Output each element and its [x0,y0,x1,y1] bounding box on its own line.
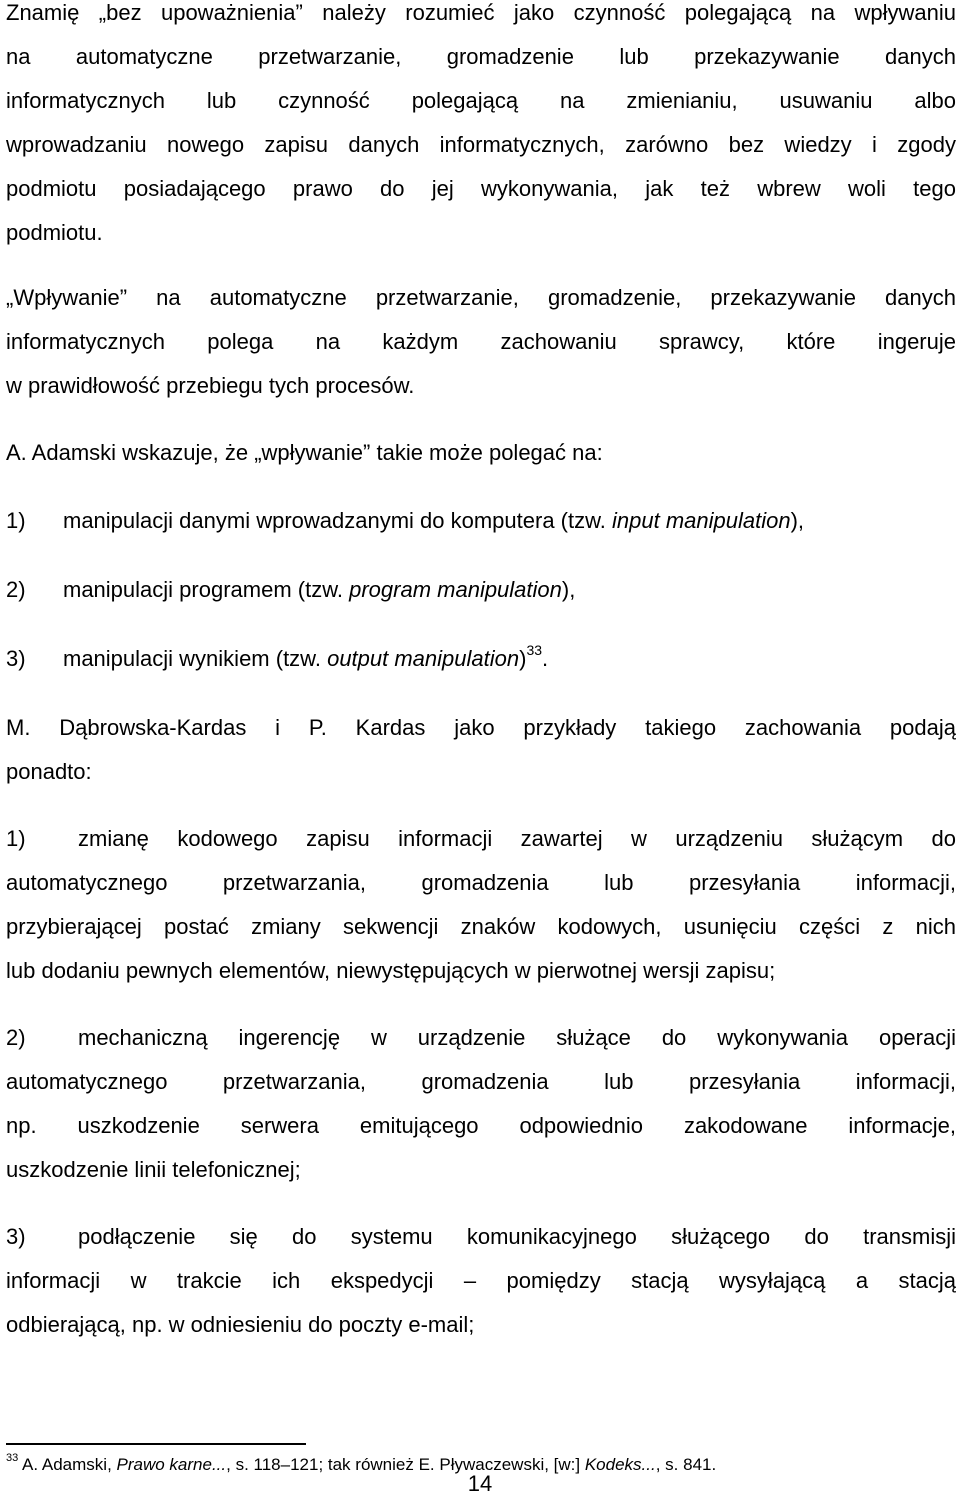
item-text: zmianę kodowego zapisu informacji zawartej w urządzeniu służącym do [78,826,956,851]
list-number: 3) [6,646,26,671]
paragraph-line: informatycznych polega na każdym zachowaniu sprawcy, które ingeruje [6,329,956,354]
italic-term: program manipulation [349,577,562,602]
italic-term: input manipulation [612,508,791,533]
footnote-text: , s. 118–121; tak również E. Pływaczewski, [w:] [226,1455,585,1474]
item-text: podłączenie się do systemu komunikacyjnego służącego do transmisji [78,1224,956,1249]
numbered-item-line: np. uszkodzenie serwera emitującego odpowiednio zakodowane informacje, [6,1113,956,1138]
numbered-item-line: uszkodzenie linii telefonicznej; [6,1157,301,1182]
item-text: mechaniczną ingerencję w urządzenie służące do wykonywania operacji [78,1025,956,1050]
list-tail: ) [519,646,527,671]
item-number: 1) [6,826,26,851]
numbered-item-line: lub dodaniu pewnych elementów, niewystępujących w pierwotnej wersji zapisu; [6,958,776,983]
footnote-italic: Kodeks... [584,1455,656,1474]
paragraph-line: informatycznych lub czynność polegającą na zmienianiu, usuwaniu albo [6,88,956,113]
list-text: manipulacji wynikiem (tzw. [63,646,328,671]
paragraph-line: ponadto: [6,759,92,784]
page-number: 14 [467,1471,493,1496]
list-item [6,637,548,681]
item-number: 2) [6,1025,26,1050]
paragraph-line: wprowadzaniu nowego zapisu danych informatycznych, zarówno bez wiedzy i zgody [6,132,956,157]
numbered-item-line [6,817,956,861]
paragraph-line: M. Dąbrowska-Kardas i P. Kardas jako przykłady takiego zachowania podają [6,715,956,740]
list-number: 1) [6,508,26,533]
paragraph-line: „Wpływanie” na automatyczne przetwarzanie, gromadzenie, przekazywanie danych [6,285,956,310]
numbered-item-line: informacji w trakcie ich ekspedycji – pomiędzy stacją wysyłającą a stacją [6,1268,956,1293]
numbered-item-line: odbierającą, np. w odniesieniu do poczty e-mail; [6,1312,475,1337]
list-item [6,568,575,612]
paragraph-line: w prawidłowość przebiegu tych procesów. [6,373,415,398]
paragraph-line: A. Adamski wskazuje, że „wpływanie” takie może polegać na: [6,440,603,465]
numbered-item-line: automatycznego przetwarzania, gromadzenia lub przesyłania informacji, [6,1069,956,1094]
paragraph-line: podmiotu posiadającego prawo do jej wykonywania, jak też wbrew woli tego [6,176,956,201]
footnote-italic: Prawo karne... [116,1455,227,1474]
list-tail: ), [790,508,805,533]
footnote-separator [6,1443,306,1445]
italic-term: output manipulation [327,646,520,671]
list-after: . [542,646,549,671]
list-text: manipulacji programem (tzw. [63,577,350,602]
list-item [6,499,804,543]
paragraph-line: na automatyczne przetwarzanie, gromadzenie lub przekazywanie danych [6,44,956,69]
item-number: 3) [6,1224,26,1249]
numbered-item-line [6,1215,956,1259]
paragraph-line: Znamię „bez upoważnienia” należy rozumieć jako czynność polegającą na wpływaniu [6,0,956,25]
footnote-number: 33 [6,1452,19,1465]
footnote-text: A. Adamski, [18,1455,117,1474]
footnote-ref[interactable]: 33 [526,641,543,658]
paragraph-line: podmiotu. [6,220,103,245]
list-tail: ), [561,577,576,602]
list-number: 2) [6,577,26,602]
footnote-text: , s. 841. [655,1455,717,1474]
list-text: manipulacji danymi wprowadzanymi do komputera (tzw. [63,508,613,533]
numbered-item-line: automatycznego przetwarzania, gromadzenia lub przesyłania informacji, [6,870,956,895]
numbered-item-line [6,1016,956,1060]
numbered-item-line: przybierającej postać zmiany sekwencji znaków kodowych, usunięciu części z nich [6,914,956,939]
